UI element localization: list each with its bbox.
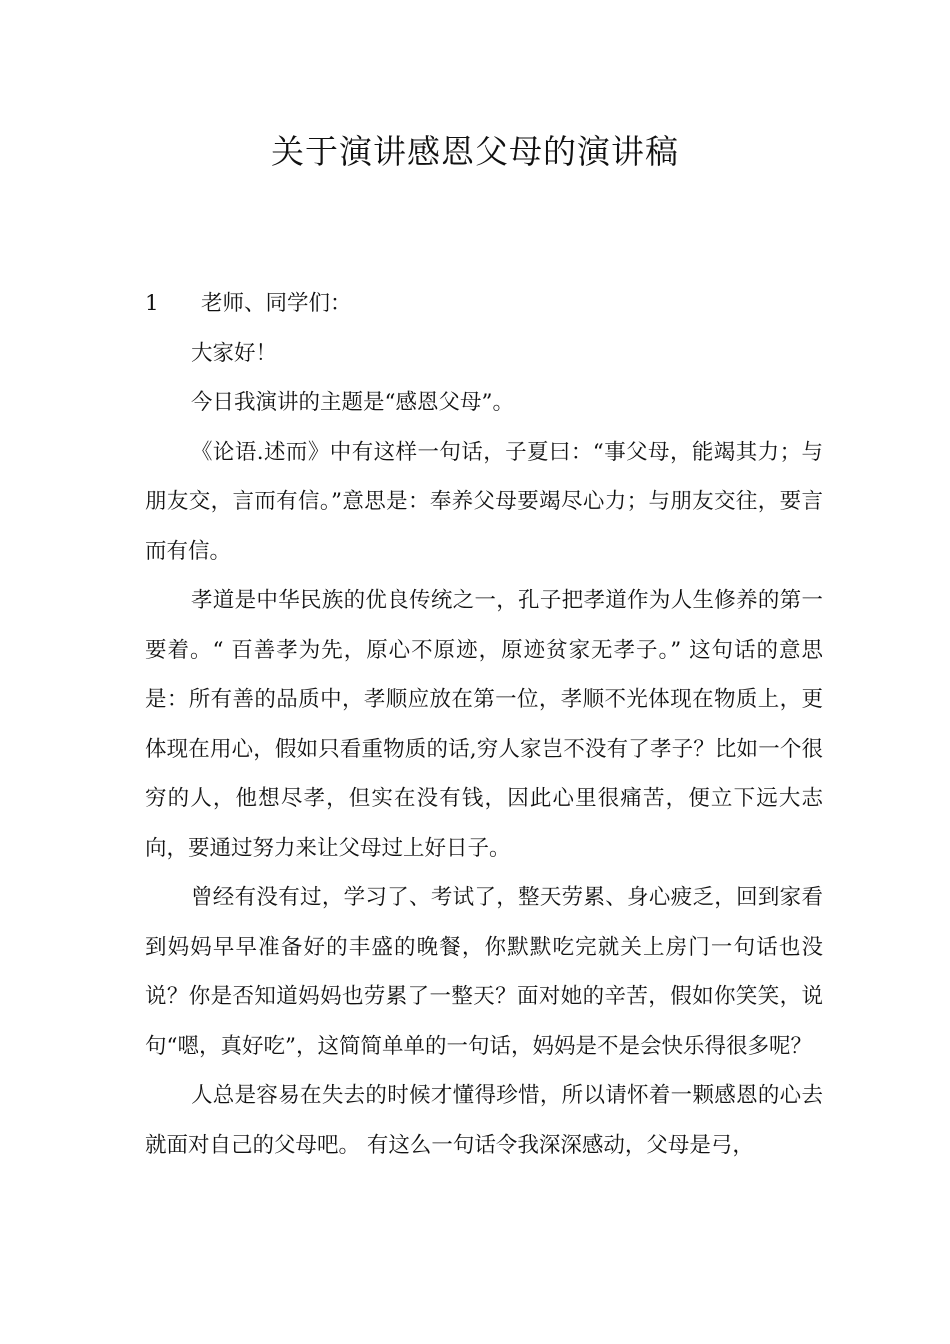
- paragraph-mother-dinner: 曾经有没有过，学习了、考试了，整天劳累、身心疲乏，回到家看到妈妈早早准备好的丰盛的晚餐，你默默吃完就关上房门一句话也没说？你是否知道妈妈也劳累了一整天？面对她的辛苦，假如你笑笑，说句“嗯，真好吃”，这简简单单的一句话，妈妈是不是会快乐得很多呢？: [145, 885, 823, 1059]
- paragraph-filial-piety: 孝道是中华民族的优良传统之一，孔子把孝道作为人生修养的第一要着。“ 百善孝为先，原心不原迹，原迹贫家无孝子。” 这句话的意思是：所有善的品质中，孝顺应放在第一位，孝顺不光体现在物质上，更体现在用心，假如只看重物质的话,穷人家岂不没有了孝子？比如一个很穷的人，他想尽孝，但实在没有钱，因此心里很痛苦，便立下远大志向，要通过努力来让父母过上好日子。: [145, 588, 823, 861]
- salutation-text: 老师、同学们：: [201, 291, 352, 316]
- salutation-line: [145, 279, 823, 329]
- paragraph-greeting: 大家好！: [191, 340, 278, 366]
- document-body: [145, 279, 823, 1170]
- document-title: 关于演讲感恩父母的演讲稿: [271, 132, 679, 171]
- paragraph-gratitude: 人总是容易在失去的时候才懂得珍惜，所以请怀着一颗感恩的心去就面对自己的父母吧。 有这么一句话令我深深感动，父母是弓，: [145, 1083, 823, 1158]
- paragraph-theme: 今日我演讲的主题是“感恩父母”。: [191, 390, 514, 415]
- paragraph-analects: 《论语.述而》中有这样一句话，子夏曰：“事父母，能竭其力；与朋友交，言而有信。”意思是：奉养父母要竭尽心力；与朋友交往，要言而有信。: [145, 439, 823, 564]
- salutation-number: 1: [145, 291, 159, 316]
